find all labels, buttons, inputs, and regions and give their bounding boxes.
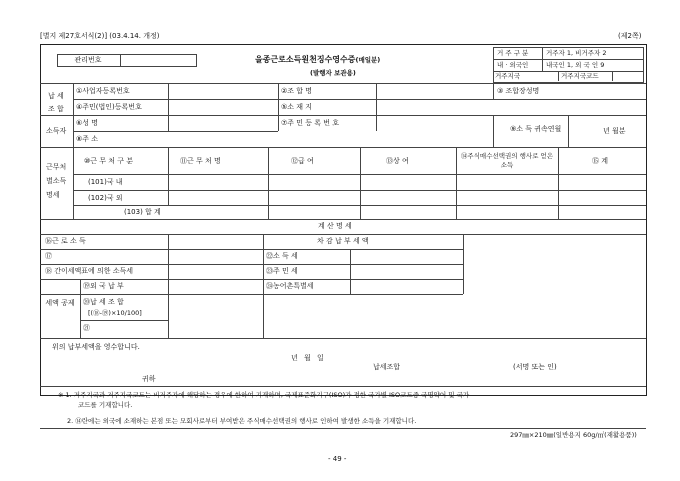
work-section-label: 근무처별소득명세 — [46, 163, 67, 199]
note-2: 2. ⑭란에는 외국에 소재하는 본점 또는 모회사로부터 부여받은 주식매수선택권의 행사로 인하여 발생한 소득을 기재합니다. — [67, 417, 417, 425]
workplace-type-header: ⑩근 무 처 구 분 — [84, 157, 133, 165]
union-credit-formula: [(⑱-⑲)×10/100] — [88, 309, 142, 317]
country-label: 거주지국 — [495, 72, 521, 80]
bonus-header: ⑬상 여 — [386, 157, 409, 165]
resident-no-label: ⑦주 민 등 록 번 호 — [281, 119, 339, 127]
biz-reg-no-label: ①사업자등록번호 — [76, 87, 130, 95]
payer-section-label: 납 세 조 합 — [48, 92, 64, 113]
page-tag: (제2쪽) — [618, 32, 642, 40]
union-name-label: ②조 합 명 — [281, 87, 313, 95]
address-label: ⑤소 재 지 — [281, 103, 313, 111]
workplace-name-header: ⑪근 무 처 명 — [180, 157, 221, 165]
deduct-title: 차 감 납 부 세 액 — [317, 237, 369, 245]
note-1-cont: 코드를 기재합니다. — [78, 401, 133, 409]
period-value: 년 월분 — [603, 127, 626, 135]
earner-section-label: 소득자 — [46, 127, 67, 135]
corp-reg-no-label: ④주민(법인)등록번호 — [76, 103, 142, 111]
sum-row-label: (103) 합 계 — [124, 208, 161, 216]
union-credit-label: ⑳납 세 조 합 — [83, 298, 124, 306]
stock-option-header: ⑭주식매수선택권의 행사로 얻은 소득 — [460, 152, 554, 169]
row21-label: ㉑ — [83, 324, 90, 332]
name-label: ⑥성 명 — [76, 119, 99, 127]
domestic-row-label: (101)국 내 — [88, 178, 123, 186]
country-code-label: 거주지국코드 — [561, 72, 599, 80]
page-number: - 49 - — [328, 455, 347, 463]
resident-tax-label: ㉓주 민 세 — [266, 267, 298, 275]
receipt-signature: (서명 또는 인) — [513, 363, 557, 371]
home-address-label: ⑧주 소 — [76, 135, 99, 143]
foreign-payment-label: ⑲외 국 납 부 — [83, 282, 124, 290]
receipt-addressee: 귀하 — [142, 375, 156, 383]
mgmt-no-label: 관리번호 — [74, 56, 102, 64]
nationality-label: 내 · 외국인 — [497, 61, 529, 69]
row17-label: ⑰ — [45, 252, 52, 260]
tax-credit-label: 세액 공제 — [45, 299, 75, 307]
form-number: [별지 제27호서식(2)] (03.4.14. 개정) — [40, 32, 160, 40]
earned-income-label: ⑯근 로 소 득 — [45, 237, 86, 245]
receipt-union: 납세조합 — [373, 363, 401, 371]
nationality-value: 내국인 1, 외 국 인 9 — [546, 61, 605, 69]
period-label: ⑨소 득 귀속연월 — [510, 125, 562, 133]
form-subtitle: (발행자 보관용) — [310, 69, 356, 77]
union-head-label: ③ 조합장성명 — [497, 87, 540, 95]
total-header: ⑮ 계 — [592, 157, 608, 165]
form-title: 을종근로소득원천징수영수증(매일분) — [255, 55, 381, 64]
note-1: ※ 1. 거주지국과 거주지국코드는 비거주자에 해당하는 경우에 한하여 기재하며, 국제표준화기구(ISO)가 정한 국가별 ISO코드중 국명약어 및 국가 — [58, 391, 470, 399]
residency-value: 거주자 1, 비거주자 2 — [546, 49, 607, 57]
receipt-statement: 위의 납부세액을 영수합니다. — [52, 343, 140, 351]
rural-tax-label: ㉔농어촌특별세 — [266, 282, 314, 290]
foreign-row-label: (102)국 외 — [88, 194, 123, 202]
simplified-tax-label: ⑱ 간이세액표에 의한 소득세 — [45, 267, 134, 275]
income-tax-label: ㉒소 득 세 — [266, 252, 298, 260]
residency-label: 거 주 구 분 — [497, 49, 529, 57]
calc-section-title: 계 산 명 세 — [318, 222, 352, 230]
salary-header: ⑫급 여 — [291, 157, 314, 165]
paper-spec: 297㎜×210㎜(일반용지 60g/㎡(재활용품)) — [510, 431, 637, 439]
receipt-date: 년 월 일 — [291, 354, 324, 362]
mgmt-no-field[interactable] — [120, 54, 197, 67]
